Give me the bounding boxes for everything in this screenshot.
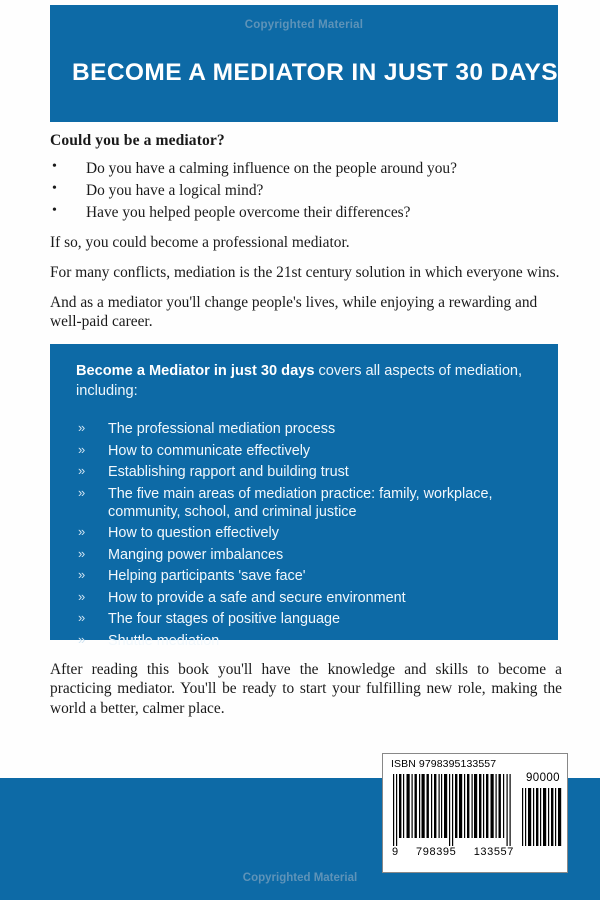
- list-item: » Helping participants 'save face': [76, 567, 538, 585]
- title-banner: [50, 5, 558, 122]
- feature-intro-title: Become a Mediator in just 30 days: [76, 363, 315, 379]
- barcode-digit-group: 133557: [473, 846, 514, 858]
- barcode-digits: [392, 846, 514, 858]
- barcode-digit-group: 9: [392, 846, 399, 858]
- feature-list: [76, 420, 538, 653]
- barcode-digit-group: 798395: [416, 846, 457, 858]
- barcode-addon-digits: 90000: [526, 772, 560, 784]
- feature-box: [50, 344, 558, 649]
- barcode-addon-icon: [521, 788, 563, 846]
- barcode-block: [382, 753, 568, 873]
- copyrighted-material-watermark-bottom: Copyrighted Material: [242, 872, 358, 884]
- feature-intro: [76, 362, 536, 402]
- list-item: » How to question effectively: [76, 524, 538, 542]
- copyrighted-material-watermark-top: Copyrighted Material: [244, 19, 364, 31]
- feature-intro-rest: covers all aspects of mediation, including:: [76, 363, 523, 399]
- paragraph: And as a mediator you'll change people's lives, while enjoying a rewarding and well-paid career.: [50, 294, 538, 331]
- list-item: • Have you helped people overcome their differences?: [50, 204, 560, 222]
- list-item: » The five main areas of mediation practice: family, workplace, community, school, and criminal justice: [76, 485, 538, 521]
- paragraph: If so, you could become a professional mediator.: [50, 234, 350, 252]
- list-item: » Shuttle mediation: [76, 632, 538, 650]
- book-title: BECOME A MEDIATOR IN JUST 30 DAYS: [72, 59, 559, 86]
- list-item: » How to provide a safe and secure environment: [76, 589, 538, 607]
- list-item: • Do you have a logical mind?: [50, 182, 560, 200]
- closing-paragraph: After reading this book you'll have the knowledge and skills to become a practicing mediator. You'll be ready to start your fulfilling new role, making the world a better, calmer place.: [50, 661, 562, 717]
- list-item: » How to communicate effectively: [76, 442, 538, 460]
- lead-question: Could you be a mediator?: [50, 132, 225, 149]
- list-item: » The professional mediation process: [76, 420, 538, 438]
- isbn-label: ISBN 9798395133557: [391, 758, 497, 770]
- paragraph: For many conflicts, mediation is the 21st century solution in which everyone wins.: [50, 264, 560, 282]
- list-item: » Establishing rapport and building trust: [76, 463, 538, 481]
- body-copy: [50, 131, 560, 331]
- list-item: » Manging power imbalances: [76, 546, 538, 564]
- list-item: • Do you have a calming influence on the people around you?: [50, 160, 560, 178]
- list-item: » The four stages of positive language: [76, 610, 538, 628]
- barcode-ean13-icon: [392, 774, 512, 846]
- question-list: [50, 160, 560, 222]
